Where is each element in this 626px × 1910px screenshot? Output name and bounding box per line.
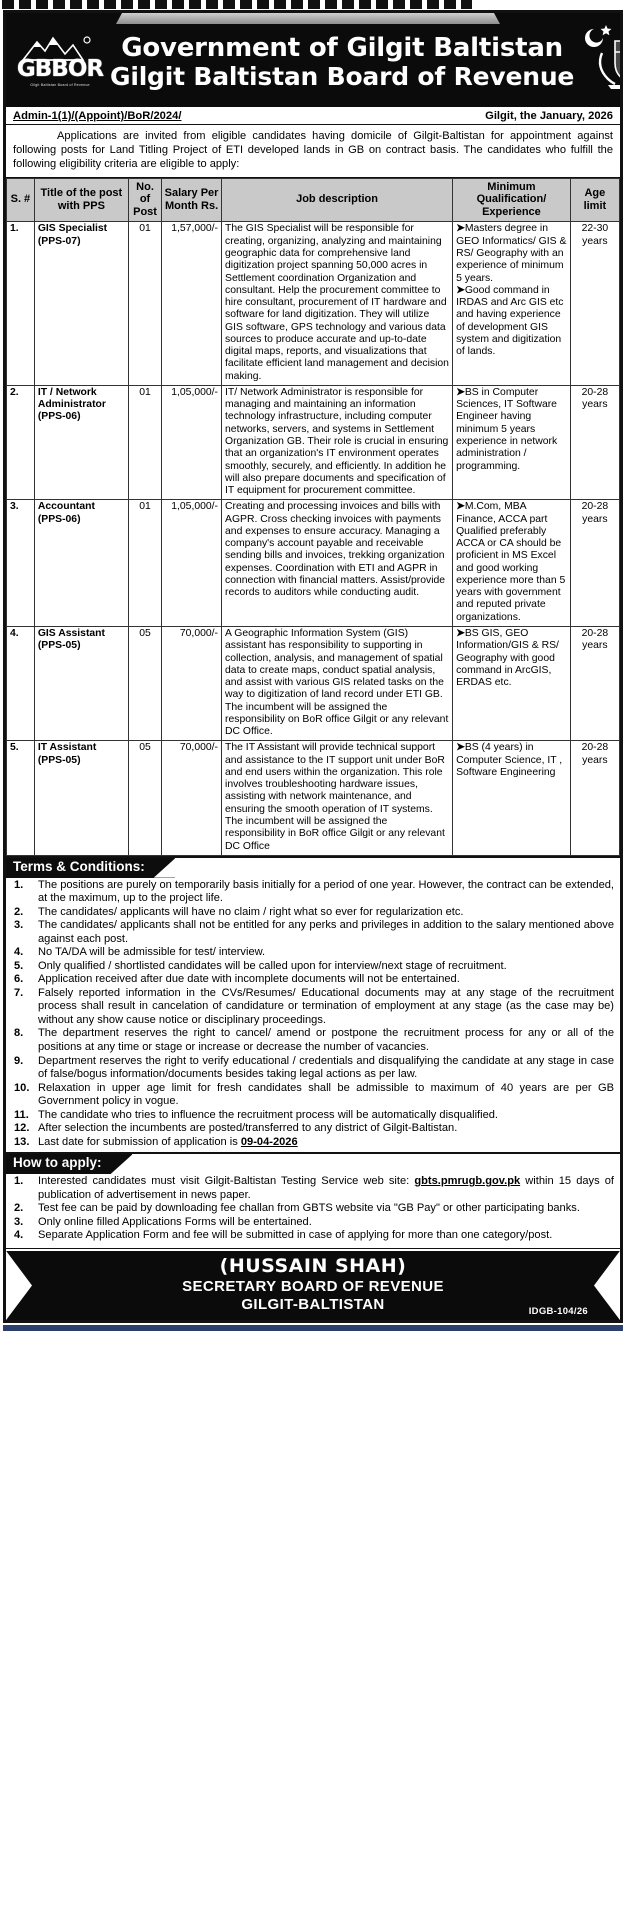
list-item: The department reserves the right to cancel/ amend or postpone the recruitment process for any or all of the positions at any time or stage or increase or decrease the number of vacancies. [38, 1027, 614, 1054]
qualification-item [456, 223, 567, 284]
row-qualification [453, 500, 571, 627]
list-item: The candidate who tries to influence the recruitment process will be automatically disqualified. [38, 1108, 499, 1121]
list-item: The candidates/ applicants shall not be entitled for any perks and privileges in addition to the salary mentioned above against each post. [38, 919, 614, 945]
row-salary: 70,000/- [162, 626, 222, 740]
terms-heading: Terms & Conditions: [6, 858, 175, 878]
col-header-description: Job description [222, 178, 453, 222]
row-description: A Geographic Information System (GIS) assistant has responsibility to supporting in collection, analysis, and management of spatial data to create maps, conduct spatial analysis, and assist with various GIS related tasks on the way to digitization of land record under ETI GB. The incumbent will be assigned the responsibility on BoR office Gilgit or any relevant DC Office. [222, 626, 453, 740]
bullet-arrow-icon: ➤ [456, 223, 465, 235]
apply-instruction-suffix: within 15 days of publication of advertisement in news paper. [38, 1175, 614, 1201]
list-item: Falsely reported information in the CVs/Resumes/ Educational documents may at any stage of the recruitment process shall result in cancelation of candidature or termination of employment at any stage (as the case may be) without any show cause notice or disciplinary proceedings. [38, 986, 614, 1026]
bor-logo-subtitle: Gilgit Baltistan Board of Revenue [30, 82, 90, 87]
place-and-date: Gilgit, the January, 2026 [485, 110, 613, 122]
ad-id-code: IDGB-104/26 [528, 1306, 588, 1318]
list-item-last-date [12, 1136, 614, 1150]
state-emblem [576, 19, 620, 100]
list-item-website [12, 1175, 614, 1202]
govt-title: Government of Gilgit Baltistan [121, 33, 563, 64]
list-item: Test fee can be paid by downloading fee challan from GBTS website via "GB Pay" or other participating banks. [38, 1202, 580, 1215]
row-qualification [453, 626, 571, 740]
qualification-item [456, 742, 567, 779]
bottom-color-bar [3, 1325, 623, 1331]
signatory-region: GILGIT-BALTISTAN [241, 1296, 385, 1314]
list-item: Only online filled Applications Forms will be entertained. [38, 1215, 312, 1228]
table-row [7, 385, 620, 499]
row-description: IT/ Network Administrator is responsible for managing and maintaining an information technology infrastructure, including computer networks, servers, and systems in Settlement Organization GB. Their role is crucial in ensuring that an organization's IT environment operates smoothly, securely, and efficiently. In addition he will also prepare documents and specification of IT equipment for procurement committee. [222, 385, 453, 499]
col-header-age: Age limit [570, 178, 619, 222]
last-date-value: 09-04-2026 [240, 1135, 298, 1148]
qualification-text: BS in Computer Sciences, IT Software Engineer having minimum 5 years experience in network administration / programming. [456, 386, 558, 472]
signatory-name: (HUSSAIN SHAH) [219, 1254, 407, 1277]
terms-list [6, 878, 620, 1153]
reference-line [6, 107, 620, 125]
banner-titles [108, 28, 576, 89]
how-to-apply-list [6, 1174, 620, 1246]
terms-section [6, 856, 620, 1153]
list-item: Application received after due date with incomplete documents will not be entertained. [38, 973, 460, 986]
posts-table [6, 178, 620, 856]
row-post-title: Accountant (PPS-06) [34, 500, 128, 627]
gbts-website-link[interactable]: gbts.pmrugb.gov.pk [414, 1175, 521, 1188]
header-banner [6, 13, 620, 107]
row-salary: 1,57,000/- [162, 222, 222, 385]
apply-instruction-prefix: Interested candidates must visit Gilgit-Baltistan Testing Service web site: [38, 1175, 415, 1188]
how-to-apply-heading: How to apply: [6, 1154, 132, 1174]
row-age-limit: 20-28 years [570, 626, 619, 740]
row-sn: 4. [7, 626, 35, 740]
row-post-count: 01 [128, 385, 161, 499]
row-qualification [453, 385, 571, 499]
list-item: After selection the incumbents are posted/transferred to any district of Gilgit-Baltistan. [38, 1122, 458, 1135]
last-date-label: Last date for submission of application is [38, 1135, 241, 1148]
qualification-item [456, 628, 567, 689]
qualification-item [456, 501, 567, 624]
table-header-row [7, 178, 620, 222]
advertisement-frame [3, 10, 623, 1323]
decorative-dashed-strip [2, 0, 472, 9]
list-item: Separate Application Form and fee will be submitted in case of applying for more than one category/post. [38, 1229, 553, 1242]
row-post-title: GIS Assistant (PPS-05) [34, 626, 128, 740]
row-sn: 1. [7, 222, 35, 385]
row-age-limit: 20-28 years [570, 500, 619, 627]
list-item: No TA/DA will be admissible for test/ interview. [38, 946, 266, 959]
posts-table-body [7, 222, 620, 855]
row-salary: 1,05,000/- [162, 500, 222, 627]
row-post-count: 01 [128, 500, 161, 627]
table-row [7, 626, 620, 740]
bor-logo-wordmark: GBBOR [16, 55, 104, 82]
row-post-title: IT / Network Administrator (PPS-06) [34, 385, 128, 499]
qualification-text: BS (4 years) in Computer Science, IT , Software Engineering [456, 742, 563, 778]
row-post-title: GIS Specialist (PPS-07) [34, 222, 128, 385]
table-row [7, 222, 620, 385]
row-qualification [453, 741, 571, 855]
list-item: Relaxation in upper age limit for fresh candidates shall be admissible to maximum of 40 years are per GB Government policy in vogue. [38, 1081, 614, 1108]
row-salary: 1,05,000/- [162, 385, 222, 499]
bullet-arrow-icon: ➤ [456, 742, 465, 754]
list-item: The positions are purely on temporarily basis initially for a period of one year. However, the contract can be extended, at the maximum, up to the project life. [38, 878, 614, 905]
row-sn: 5. [7, 741, 35, 855]
row-salary: 70,000/- [162, 741, 222, 855]
qualification-text: M.Com, MBA Finance, ACCA part Qualified preferably ACCA or CA should be proficient in MS Excel and good working experience more than 5 years with government and reputed private organizations. [456, 501, 566, 623]
bullet-arrow-icon: ➤ [456, 501, 465, 513]
bullet-arrow-icon: ➤ [456, 627, 465, 639]
table-row [7, 500, 620, 627]
bullet-arrow-icon: ➤ [456, 284, 465, 296]
terms-heading-row [6, 858, 620, 878]
pakistan-state-emblem-icon [580, 19, 620, 95]
row-post-count: 05 [128, 741, 161, 855]
col-header-sn: S. # [7, 178, 35, 222]
col-header-qualification: Minimum Qualification/ Experience [453, 178, 571, 222]
qualification-item [456, 285, 567, 359]
list-item: Only qualified / shortlisted candidates will be called upon for interview/next stage of recruitment. [38, 959, 507, 972]
qualification-item [456, 387, 567, 473]
qualification-text: BS GIS, GEO Information/GIS & RS/ Geography with good command in ArcGIS, ERDAS etc. [456, 627, 559, 689]
signature-footer [6, 1251, 620, 1320]
qualification-text: Good command in IRDAS and Arc GIS etc and having experience of development GIS system and digitization of lands. [456, 284, 564, 358]
signatory-title: SECRETARY BOARD OF REVENUE [182, 1277, 444, 1295]
bullet-arrow-icon: ➤ [456, 386, 465, 398]
row-qualification [453, 222, 571, 385]
row-description: The GIS Specialist will be responsible for creating, organizing, analyzing and maintaining geographic data for comprehensive land digitization project spanning 50,000 acres in Settlement coordination Organization and consultant. Help the procurement committee to hire consultant, procurement of IT hardware and software for land digitization. They will utilize GIS software, GPS technology and various data sources to produce accurate and up-to-date digital maps, reports, and visualizations that facilitate efficient land management and decision making. [222, 222, 453, 385]
how-to-apply-section [6, 1152, 620, 1249]
table-row [7, 741, 620, 855]
row-post-count: 01 [128, 222, 161, 385]
qualification-text: Masters degree in GEO Informatics/ GIS & RS/ Geography with an experience of minimum 5 years. [456, 223, 567, 284]
col-header-posts: No. of Post [128, 178, 161, 222]
list-item: The candidates/ applicants will have no claim / right what so ever for regularization etc. [38, 905, 464, 918]
bor-logo [12, 32, 108, 87]
row-age-limit: 22-30 years [570, 222, 619, 385]
row-age-limit: 20-28 years [570, 385, 619, 499]
intro-paragraph: Applications are invited from eligible candidates having domicile of Gilgit-Baltistan for appointment against following posts for Land Titling Project of ETI developed lands in GB on contract basis. The candidates who fulfill the following eligibility criteria are eligible to apply: [6, 125, 620, 178]
row-sn: 3. [7, 500, 35, 627]
list-item: Department reserves the right to verify educational / credentials and disqualifying the candidate at any stage in case of false/bogus information/documents besides taking legal actions as per law. [38, 1054, 614, 1081]
section-divider [6, 1248, 620, 1249]
row-sn: 2. [7, 385, 35, 499]
row-description: Creating and processing invoices and bills with AGPR. Cross checking invoices with payments and expenses to ensure accuracy. Managing a company's account payable and receivable sending bills and invoices, trekking organization expenses. Coordination with ETI and AGPR in connection with financial matters. Assist/provide records to auditors while conducting audit. [222, 500, 453, 627]
row-description: The IT Assistant will provide technical support and assistance to the IT support unit under BoR and end users within the organization. This role involves troubleshooting hardware issues, assisting with network maintenance, and ensuring the smooth operation of IT systems. The incumbent will be assigned the responsibility in BoR office Gilgit or any relevant DC Office [222, 741, 453, 855]
how-to-apply-heading-row [6, 1154, 620, 1174]
row-post-title: IT Assistant (PPS-05) [34, 741, 128, 855]
row-age-limit: 20-28 years [570, 741, 619, 855]
department-title: Gilgit Baltistan Board of Revenue [110, 61, 575, 91]
col-header-salary: Salary Per Month Rs. [162, 178, 222, 222]
reference-number: Admin-1(1)/(Appoint)/BoR/2024/ [13, 110, 182, 122]
row-post-count: 05 [128, 626, 161, 740]
col-header-title: Title of the post with PPS [34, 178, 128, 222]
